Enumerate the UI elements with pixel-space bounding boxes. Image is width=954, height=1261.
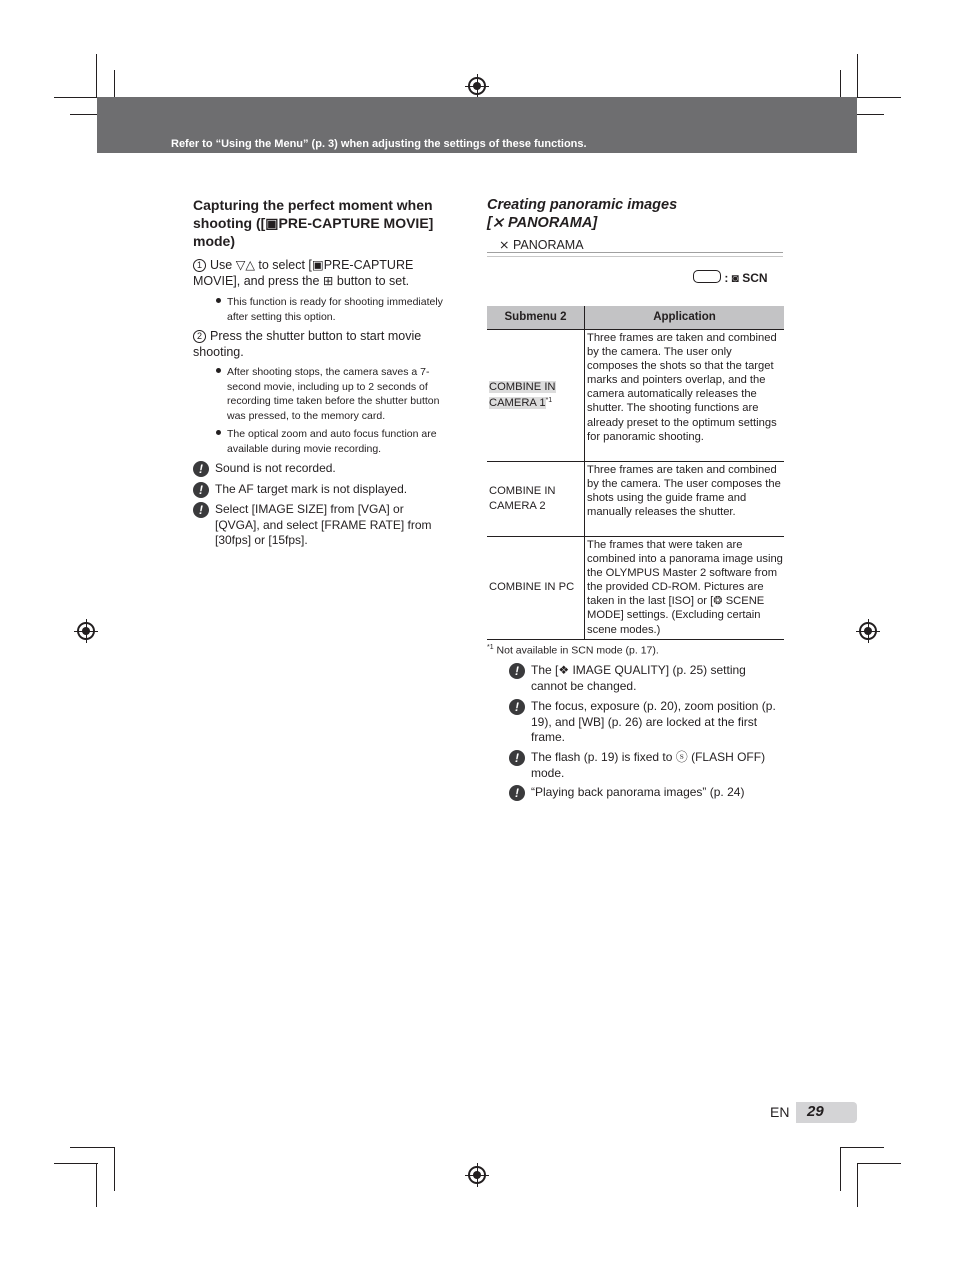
panorama-table — [487, 306, 784, 640]
caution-icon: ! — [509, 663, 525, 679]
step-number: 2 — [193, 330, 206, 343]
table-cell-submenu: COMBINE IN CAMERA 2 — [487, 462, 585, 537]
crop-mark — [857, 1163, 858, 1207]
crop-mark — [840, 1147, 884, 1148]
step-text: Press the shutter button to start movie shooting. — [193, 329, 422, 359]
header-text: Refer to “Using the Menu” (p. 3) when adjusting the settings of these functions. — [171, 138, 587, 150]
step-2 — [193, 328, 453, 360]
crop-mark — [70, 1147, 114, 1148]
mode-indicator — [693, 270, 768, 285]
step-text: Use ▽△ to select [▣PRE-CAPTURE MOVIE], and press the ⊞ button to set. — [193, 258, 414, 288]
note-item: ! The focus, exposure (p. 20), zoom position (p. 19), and [WB] (p. 26) are locked at the first frame. — [509, 699, 781, 746]
caution-icon: ! — [509, 785, 525, 801]
footnote: $^{*1}$ Not available in SCN mode (p. 17). — [487, 644, 659, 657]
table-row — [487, 462, 784, 537]
bullet-item: The optical zoom and auto focus function are available during movie recording. — [216, 427, 456, 456]
table-header: Submenu 2 — [487, 306, 585, 330]
table-row — [487, 330, 784, 462]
bullet-item: After shooting stops, the camera saves a 7-second movie, including up to 2 seconds of recording time taken before the shutter button was pressed, to the memory card. — [216, 365, 456, 423]
note-item: ! The flash (p. 19) is fixed to ⓢ (FLASH OFF) mode. — [509, 750, 781, 781]
crop-mark — [114, 1147, 115, 1191]
language-label: EN — [770, 1104, 790, 1120]
bullet-item: This function is ready for shooting immediately after setting this option. — [216, 295, 456, 324]
caution-icon: ! — [509, 750, 525, 766]
section-title-panorama: Creating panoramic images [⨯ PANORAMA] — [487, 197, 678, 231]
table-cell-application: The frames that were taken are combined into a panorama image using the OLYMPUS Master 2 software from the provided CD-ROM. Pictures are taken in the last [ISO] or [❂ SCENE MODE] settings. (Excluding certain scene modes.) — [585, 537, 785, 640]
crop-mark — [54, 1163, 98, 1164]
step-1 — [193, 257, 453, 289]
crop-mark — [857, 54, 858, 98]
note-item: ! “Playing back panorama images” (p. 24) — [509, 785, 781, 801]
table-cell-application: Three frames are taken and combined by the camera. The user only composes the shots so that the target marks and pointers overlap, and the camera automatically releases the shutter. The shooting functions are already preset to the optimum settings for panoramic shooting. — [585, 330, 785, 462]
table-cell-application: Three frames are taken and combined by the camera. The user composes the shots using the guide frame and manually releases the shutter. — [585, 462, 785, 537]
caution-icon: ! — [193, 502, 209, 518]
crop-mark — [840, 1147, 841, 1191]
table-cell-submenu: COMBINE IN CAMERA 1$^{*1}$ — [487, 330, 585, 462]
bullet-icon — [216, 430, 221, 435]
note-item: ! Select [IMAGE SIZE] from [VGA] or [QVGA], and select [FRAME RATE] from [30fps] or [15fps]. — [193, 502, 438, 549]
registration-mark-icon — [859, 622, 877, 640]
crop-mark — [857, 97, 901, 98]
divider — [487, 256, 783, 257]
note-item: ! The [❖ IMAGE QUALITY] (p. 25) setting cannot be changed. — [509, 663, 781, 694]
registration-mark-icon — [468, 1166, 486, 1184]
step-number: 1 — [193, 259, 206, 272]
bullet-icon — [216, 298, 221, 303]
caution-icon: ! — [509, 699, 525, 715]
section-title-precapture: Capturing the perfect moment when shooting ([▣PRE-CAPTURE MOVIE] mode) — [193, 197, 434, 249]
note-item: ! The AF target mark is not displayed. — [193, 482, 438, 498]
table-header: Application — [585, 306, 785, 330]
mode-dial-icon — [693, 270, 721, 283]
crop-mark — [96, 1163, 97, 1207]
registration-mark-icon — [77, 622, 95, 640]
page-number: 29 — [807, 1103, 824, 1120]
page-tab — [796, 1102, 857, 1123]
caution-icon: ! — [193, 461, 209, 477]
caution-icon: ! — [193, 482, 209, 498]
table-cell-submenu: COMBINE IN PC — [487, 537, 585, 640]
mode-text: : ◙ SCN — [724, 271, 768, 285]
table-header-row — [487, 306, 784, 330]
registration-mark-icon — [468, 77, 486, 95]
crop-mark — [857, 1163, 901, 1164]
crop-mark — [96, 54, 97, 98]
crop-mark — [54, 97, 98, 98]
menu-path: ⨯ PANORAMA — [487, 237, 783, 253]
table-row — [487, 537, 784, 640]
note-item: ! Sound is not recorded. — [193, 461, 438, 477]
bullet-icon — [216, 368, 221, 373]
